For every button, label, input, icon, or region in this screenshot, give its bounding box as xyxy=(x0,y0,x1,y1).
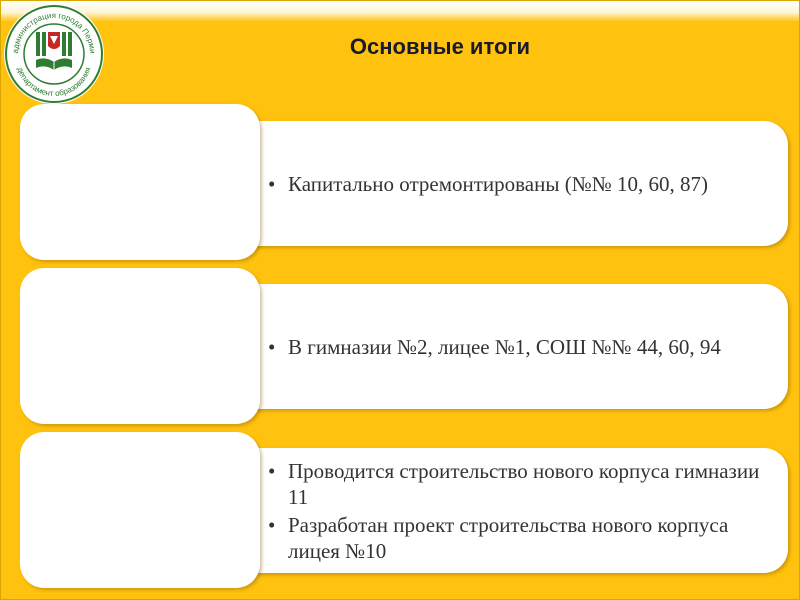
bullet-item: • Проводится строительство нового корпуса гимназии 11 xyxy=(264,458,770,510)
summary-row-3-label-card xyxy=(20,432,260,588)
logo-arc-bottom-text: департамент образования xyxy=(15,66,93,99)
summary-row-1-label-card xyxy=(20,104,260,260)
summary-row-2-label-card xyxy=(20,268,260,424)
summary-row-2-text-card xyxy=(234,284,788,409)
bullet-item: • Капитально отремонтированы (№№ 10, 60, 87) xyxy=(264,171,708,197)
bullet-item: • Разработан проект строительства нового корпуса лицея №10 xyxy=(264,512,770,564)
bullet-item: • В гимназии №2, лицее №1, СОШ №№ 44, 60, 94 xyxy=(264,334,721,360)
city-emblem-icon xyxy=(2,2,106,106)
summary-row-1-text-card xyxy=(234,121,788,246)
logo-arc-top-text: администрация города Перми xyxy=(10,10,98,54)
slide-title: Основные итоги xyxy=(349,34,531,59)
bullet-list xyxy=(264,169,708,199)
city-emblem-logo xyxy=(2,2,106,106)
bullet-list xyxy=(264,332,721,362)
summary-row-3-text-card xyxy=(234,448,788,573)
bullet-list xyxy=(264,456,770,566)
